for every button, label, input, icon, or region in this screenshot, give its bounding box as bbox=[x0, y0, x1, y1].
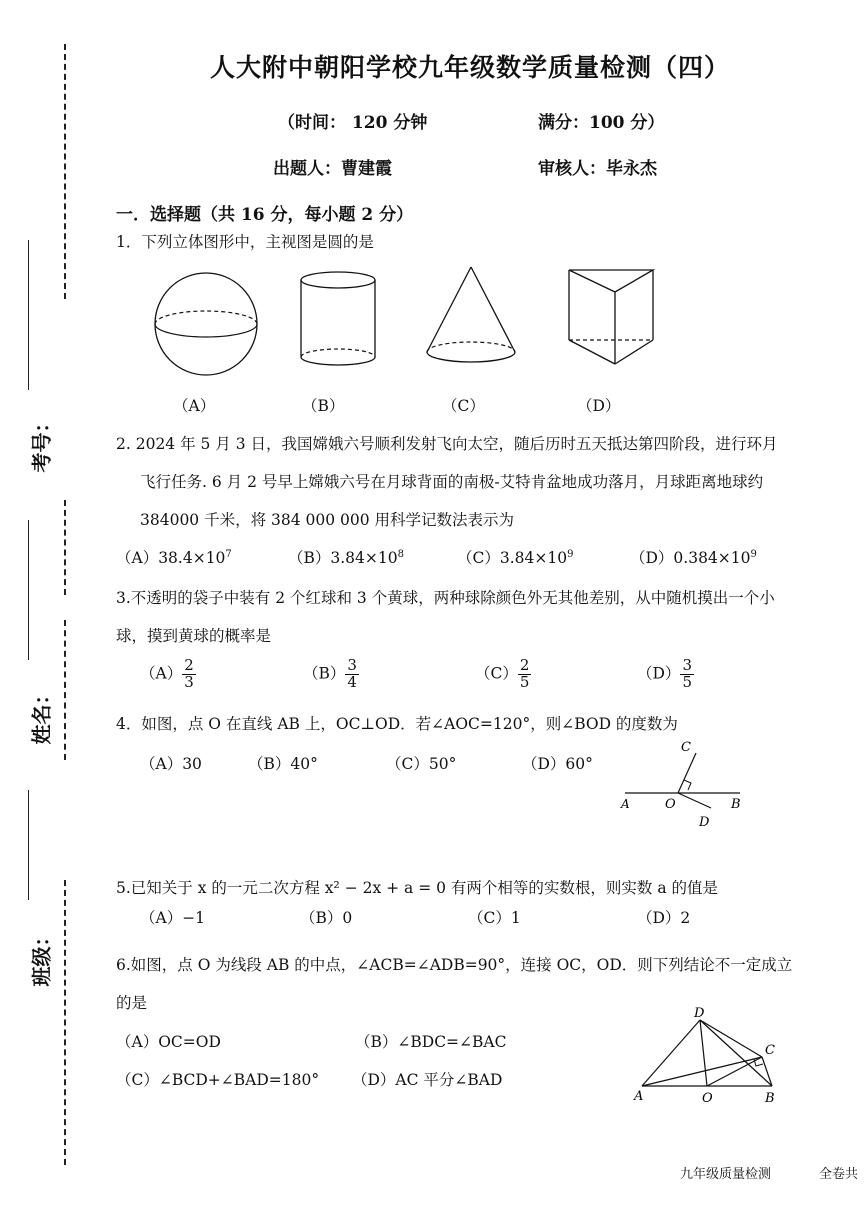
cone-figure bbox=[427, 267, 515, 362]
exam-title: 人大附中朝阳学校九年级数学质量检测（四） bbox=[209, 53, 730, 82]
question-4-option-c: （C）50° bbox=[386, 755, 457, 773]
section-heading: 一．选择题（共 16 分，每小题 2 分） bbox=[116, 205, 414, 225]
exam-time: （时间： 120 分钟 bbox=[278, 113, 428, 133]
fig4-label-c: C bbox=[681, 740, 691, 755]
footer-title: 九年级质量检测 bbox=[680, 1167, 772, 1182]
question-5-option-d: （D）2 bbox=[637, 909, 691, 927]
question-2-line-3: 384000 千米，将 384 000 000 用科学记数法表示为 bbox=[140, 511, 515, 529]
question-2-option-d: $(D)0.384\times 10^9$ bbox=[630, 548, 757, 567]
fig6-label-c: C bbox=[765, 1043, 775, 1058]
question-3-option-c: （C） $\frac{2}{5}$ bbox=[475, 656, 530, 691]
fig6-label-b: B bbox=[765, 1091, 775, 1106]
exam-full-score: 满分：100 分） bbox=[538, 113, 665, 133]
fig4-label-o: O bbox=[665, 797, 676, 812]
question-5-option-b: （B）0 bbox=[300, 909, 353, 927]
question-6-option-d: （D）AC 平分∠BAD bbox=[352, 1071, 503, 1089]
binding-dashed-line bbox=[64, 500, 66, 595]
question-2-line-2: 飞行任务. 6 月 2 号早上嫦娥六号在月球背面的南极-艾特肯盆地成功落月，月球距离地球约 bbox=[140, 473, 764, 491]
question-6-line-2: 的是 bbox=[116, 994, 148, 1012]
class-label: 班级： bbox=[29, 926, 54, 987]
exam-number-label: 考号： bbox=[29, 412, 54, 473]
question-1-label-b: （B） bbox=[302, 397, 345, 415]
question-3-option-b: （B） $\frac{3}{4}$ bbox=[303, 656, 357, 691]
binding-dashed-line bbox=[64, 880, 66, 1165]
name-line bbox=[28, 520, 29, 660]
fig4-label-a: A bbox=[621, 797, 630, 811]
question-3-option-a: （A） $\frac{2}{3}$ bbox=[140, 656, 194, 691]
fig6-label-o: O bbox=[702, 1091, 713, 1106]
question-5-option-a: （A）−1 bbox=[140, 909, 206, 927]
question-1-label-c: （C） bbox=[442, 397, 485, 415]
prism-figure bbox=[569, 270, 653, 364]
question-3-option-d: （D） $\frac{3}{5}$ bbox=[637, 656, 692, 691]
question-2-line-1: 2. 2024 年 5 月 3 日，我国嫦娥六号顺利发射飞向太空，随后历时五天抵达第四阶段，进行环月 bbox=[116, 435, 778, 453]
question-6-option-a: （A）OC=OD bbox=[116, 1033, 221, 1051]
question-4-stem: 4．如图，点 O 在直线 AB 上，OC⊥OD．若∠AOC=120°，则∠BOD 的度数为 bbox=[116, 715, 678, 733]
question-4-option-d: （D）60° bbox=[522, 755, 593, 773]
sphere-figure bbox=[155, 273, 257, 375]
question-1-stem: 1．下列立体图形中，主视图是圆的是 bbox=[116, 233, 374, 251]
question-1-figures bbox=[140, 262, 680, 382]
question-2-option-b: $(B)3.84\times 10^8$ bbox=[288, 548, 404, 567]
question-6-option-c: （C）∠BCD+∠BAD=180° bbox=[116, 1071, 320, 1089]
fig4-label-b: B bbox=[731, 797, 741, 812]
class-line bbox=[28, 790, 29, 900]
exam-number-line bbox=[28, 240, 29, 390]
question-4-figure bbox=[615, 738, 755, 830]
question-5-stem: 5.已知关于 x 的一元二次方程 x² − 2x + a = 0 有两个相等的实数根，则实数 a 的值是 bbox=[116, 879, 719, 897]
question-3-line-1: 3.不透明的袋子中装有 2 个红球和 3 个黄球，两种球除颜色外无其他差别，从中随机摸出一个小 bbox=[116, 589, 775, 607]
question-5-option-c: （C）1 bbox=[468, 909, 521, 927]
exam-reviewer: 审核人：毕永杰 bbox=[538, 159, 657, 179]
question-4-option-b: （B）40° bbox=[248, 755, 318, 773]
question-1-label-d: （D） bbox=[577, 397, 621, 415]
question-2-option-c: $(C)3.84\times 10^9$ bbox=[457, 548, 574, 567]
question-6-figure bbox=[630, 1002, 790, 1112]
fig6-label-a: A bbox=[634, 1089, 644, 1104]
question-6-option-b: （B）∠BDC=∠BAC bbox=[355, 1033, 507, 1051]
name-label: 姓名： bbox=[29, 684, 54, 745]
exam-author: 出题人：曹建霞 bbox=[273, 159, 392, 179]
question-6-line-1: 6.如图，点 O 为线段 AB 的中点，∠ACB=∠ADB=90°，连接 OC，OD．则下列结论不一定成立 bbox=[116, 956, 793, 974]
fig4-label-d: D bbox=[699, 815, 710, 830]
footer-page-count: 全卷共 bbox=[819, 1167, 859, 1182]
question-3-line-2: 球，摸到黄球的概率是 bbox=[116, 627, 272, 645]
binding-dashed-line bbox=[64, 620, 66, 760]
question-1-label-a: （A） bbox=[173, 397, 216, 415]
question-2-option-a: $(A)38.4\times 10^7$ bbox=[116, 548, 232, 567]
cylinder-figure bbox=[301, 272, 375, 365]
fig6-label-d: D bbox=[694, 1006, 705, 1021]
question-4-option-a: （A）30 bbox=[140, 755, 202, 773]
